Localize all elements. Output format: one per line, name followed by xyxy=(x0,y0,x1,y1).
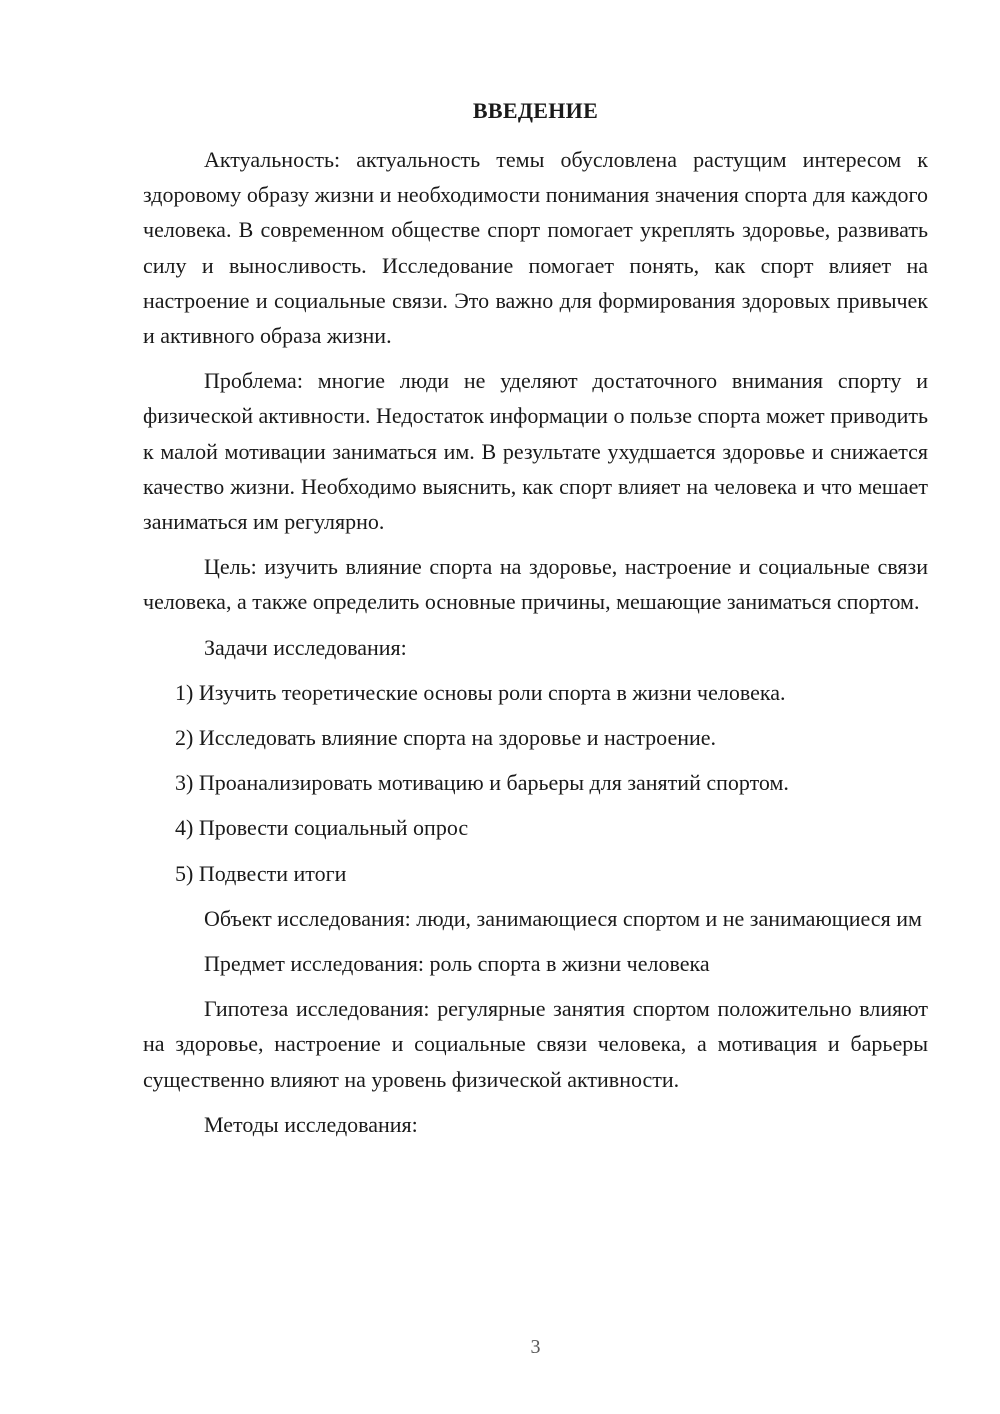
tasks-title: Задачи исследования: xyxy=(204,634,407,660)
relevance-paragraph: Актуальность: актуальность темы обусловлена растущим интересом к здоровому образу жизни и необходимости понимания значения спорта для каждого человека. В современном обществе спорт помогает укреплять здоровье, развивать силу и выносливость. Исследование помогает понять, как спорт влияет на настроение и социальные связи. Это важно для формирования здоровых привычек и активного образа жизни. xyxy=(143,147,928,349)
task-item: 4) Провести социальный опрос xyxy=(175,815,469,841)
section-heading: ВВЕДЕНИЕ xyxy=(472,98,599,123)
task-item: 5) Подвести итоги xyxy=(175,860,347,886)
object-paragraph: Объект исследования: люди, занимающиеся спортом и не занимающиеся им xyxy=(204,905,922,931)
task-item: 3) Проанализировать мотивацию и барьеры для занятий спортом. xyxy=(175,770,789,796)
page-number: 3 xyxy=(530,1336,541,1358)
document-page xyxy=(143,0,928,1414)
hypothesis-paragraph: Гипотеза исследования: регулярные занятия спортом положительно влияют на здоровье, настроение и социальные связи человека, а мотивация и барьеры существенно влияют на уровень физической активности. xyxy=(143,996,928,1092)
task-item: 2) Исследовать влияние спорта на здоровье и настроение. xyxy=(175,725,717,751)
problem-paragraph: Проблема: многие люди не уделяют достаточного внимания спорту и физической активности. Недостаток информации о пользе спорта может приводить к малой мотивации заниматься им. В результате ухудшается здоровье и снижается качество жизни. Необходимо выяснить, как спорт влияет на человека и что мешает заниматься им регулярно. xyxy=(143,368,928,535)
goal-paragraph: Цель: изучить влияние спорта на здоровье, настроение и социальные связи человека, а также определить основные причины, мешающие заниматься спортом. xyxy=(143,554,928,615)
body-text xyxy=(143,142,928,1142)
methods-title: Методы исследования: xyxy=(204,1111,418,1137)
task-item: 1) Изучить теоретические основы роли спорта в жизни человека. xyxy=(175,679,786,705)
subject-paragraph: Предмет исследования: роль спорта в жизни человека xyxy=(204,951,710,977)
